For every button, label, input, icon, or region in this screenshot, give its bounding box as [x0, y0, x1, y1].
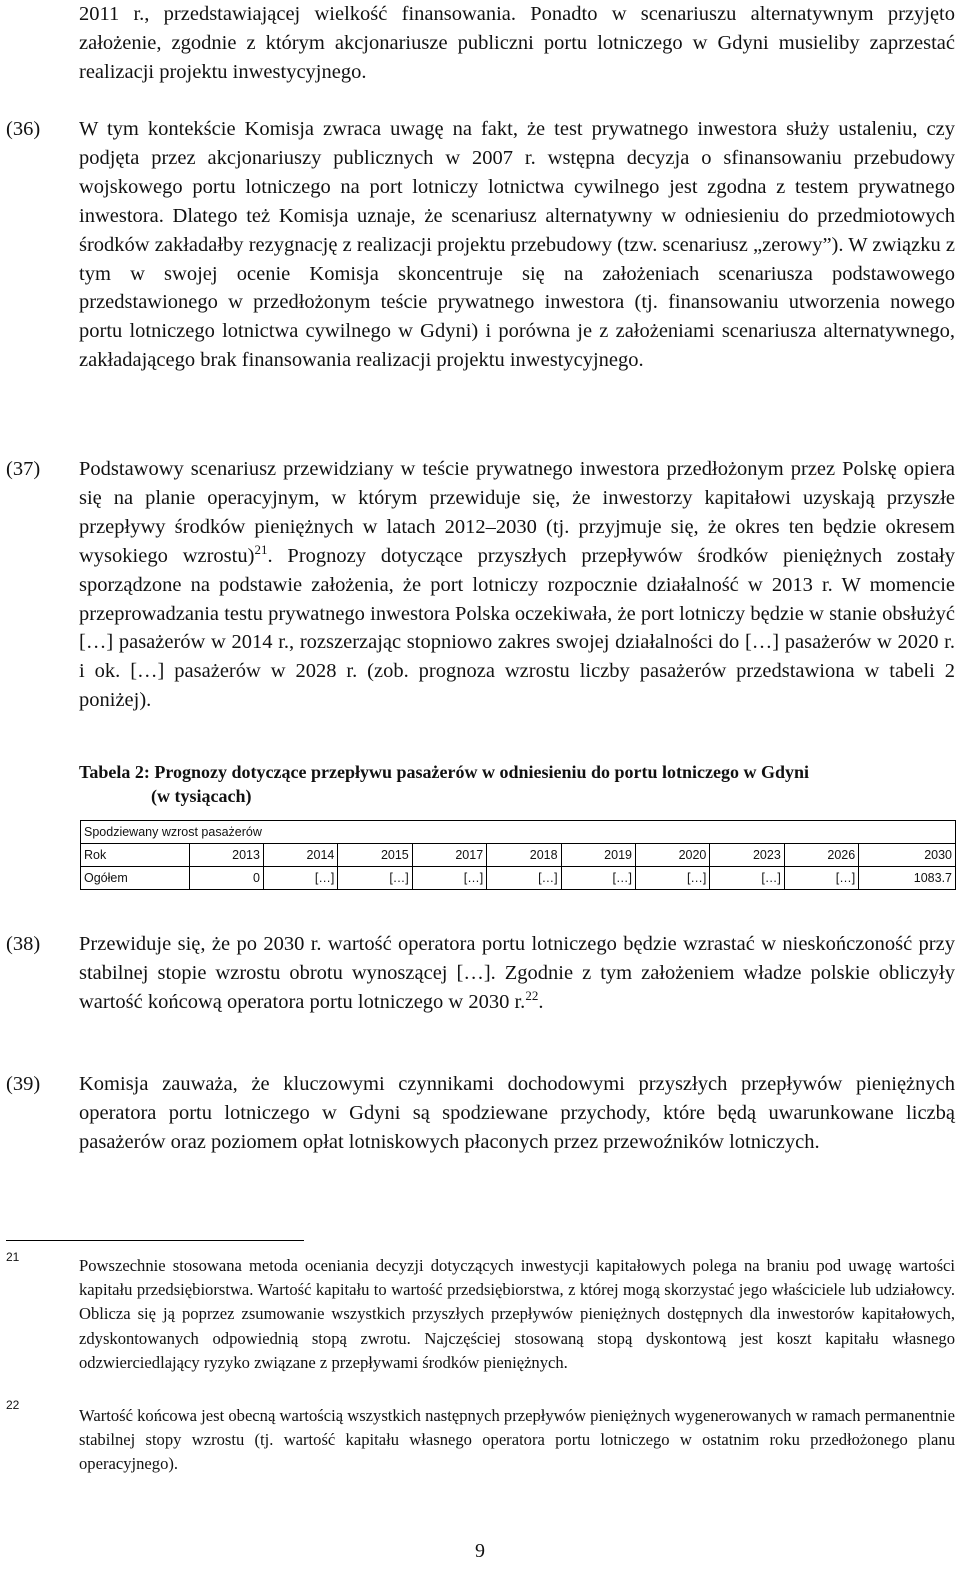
footnote-21: Powszechnie stosowana metoda oceniania decyzji dotyczących inwestycji kapitałowych polega na braniu pod uwagę wartości kapitału przedsiębiorstwa. Wartość kapitału to wartość przedsiębiorstwa, z której mogą skorzystać jego właściciele lub udziałowcy. Oblicza się ją poprzez zsumowanie wszystkich przyszłych przepływów pieniężnych dostępnych dla inwestorów kapitałowych, zdyskontowanych odpowiednią stopą zwrotu. Najczęściej stosowaną stopą dyskontową jest koszt kapitału własnego odzwierciedlający ryzyko związane z przepływami środków pieniężnych.	[79, 1256, 955, 1372]
table-cell: […]	[561, 867, 635, 890]
table-cell: 2017	[412, 844, 486, 867]
table-cell: 1083.7	[859, 867, 956, 890]
table-caption-line1: Tabela 2: Prognozy dotyczące przepływu pasażerów w odniesieniu do portu lotniczego w Gdyni	[79, 762, 809, 782]
table-cell: Ogółem	[81, 867, 190, 890]
paragraph-number-38: (38)	[6, 933, 41, 955]
paragraph-38-text-a: Przewiduje się, że po 2030 r. wartość operatora portu lotniczego będzie wzrastać w nieskończoność przy stabilnej stopie wzrostu obrotu wynoszącej […]. Zgodnie z tym założeniem władze polskie obliczyły wartość końcową operatora portu lotniczego w 2030 r.	[79, 933, 955, 1013]
table-caption	[79, 760, 959, 808]
table-cell: […]	[487, 867, 561, 890]
table-cell: 0	[189, 867, 263, 890]
table-header: Spodziewany wzrost pasażerów	[81, 821, 956, 844]
intro-paragraph: 2011 r., przedstawiającej wielkość finansowania. Ponadto w scenariuszu alternatywnym przyjęto założenie, zgodnie z którym akcjonariusze publiczni portu lotniczego w Gdyni musieliby zaprzestać realizacji projektu inwestycyjnego.	[79, 3, 955, 83]
footnote-number-22: 22	[6, 1398, 20, 1412]
table-cell: 2020	[635, 844, 709, 867]
table-header-row	[81, 821, 956, 844]
table-row-year	[81, 844, 956, 867]
footnote-ref-22[interactable]: 22	[525, 987, 539, 1003]
table-cell: 2014	[263, 844, 337, 867]
table-cell: […]	[635, 867, 709, 890]
footnote-separator	[6, 1240, 304, 1241]
table-cell: […]	[710, 867, 784, 890]
table-row-total	[81, 867, 956, 890]
paragraph-36: W tym kontekście Komisja zwraca uwagę na fakt, że test prywatnego inwestora służy ustaleniu, czy podjęta przez akcjonariuszy publicznych w 2007 r. wstępna decyzja o sfinansowaniu przebudowy wojskowego portu lotniczego na port lotniczy lotnictwa cywilnego jest zgodna z testem prywatnego inwestora. Dlatego też Komisja uznaje, że scenariusz alternatywny w odniesieniu do przedmiotowych środków zakładałby rezygnację z realizacji projektu przebudowy (tzw. scenariusz „zerowy”). W związku z tym w swojej ocenie Komisja skoncentruje się na założeniach scenariusza podstawowego przedstawionego w przedłożonym teście prywatnego inwestora (tj. finansowaniu utworzenia nowego portu lotniczego lotnictwa cywilnego w Gdyni) i porówna je z założeniami scenariusza alternatywnego, zakładającego brak finansowania realizacji projektu inwestycyjnego.	[79, 118, 955, 372]
table-cell: […]	[412, 867, 486, 890]
paragraph-number-37: (37)	[6, 458, 41, 480]
paragraph-37-text-a: Podstawowy scenariusz przewidziany w teście prywatnego inwestora przedłożonym przez Polskę opiera się na planie operacyjnym, w którym przewiduje się, że inwestorzy kapitałowi uzyskają przyszłe przepływy środków pieniężnych w latach 2012–2030 (tj. przyjmuje się, że okres ten będzie okresem wysokiego wzrostu)	[79, 458, 955, 567]
table-caption-line2: (w tysiącach)	[151, 786, 252, 806]
page-number: 9	[475, 1540, 485, 1562]
table-cell: 2023	[710, 844, 784, 867]
table-cell: 2018	[487, 844, 561, 867]
paragraph-number-36: (36)	[6, 118, 41, 140]
table-cell: Rok	[81, 844, 190, 867]
table-cell: […]	[263, 867, 337, 890]
paragraph-37-text-b: . Prognozy dotyczące przyszłych przepływów środków pieniężnych zostały sporządzone na podstawie założenia, że port lotniczy rozpocznie działalność w 2013 r. W momencie przeprowadzania testu prywatnego inwestora Polska oczekiwała, że port lotniczy będzie w stanie obsłużyć […] pasażerów w 2014 r., rozszerzając stopniowo zakres swojej działalności do […] pasażerów w 2020 r. i ok. […] pasażerów w 2028 r. (zob. prognoza wzrostu liczby pasażerów przedstawiona w tabeli 2 poniżej).	[79, 544, 956, 712]
table-cell: 2013	[189, 844, 263, 867]
table-cell: […]	[784, 867, 858, 890]
table-cell: 2015	[338, 844, 412, 867]
paragraph-38	[79, 930, 955, 1017]
paragraph-37	[79, 455, 955, 715]
table-cell: 2030	[859, 844, 956, 867]
footnote-number-21: 21	[6, 1250, 20, 1264]
paragraph-39: Komisja zauważa, że kluczowymi czynnikami dochodowymi przyszłych przepływów pieniężnych operatora portu lotniczego w Gdyni są spodziewane przychody, które będą uwarunkowane liczbą pasażerów oraz poziomem opłat lotniskowych płaconych przez przewoźników lotniczych.	[79, 1073, 955, 1153]
paragraph-number-39: (39)	[6, 1073, 41, 1095]
footnote-22: Wartość końcowa jest obecną wartością wszystkich następnych przepływów pieniężnych wygenerowanych w ramach permanentnie stabilnej stopy wzrostu (tj. wartość kapitału własnego operatora portu lotniczego w ostatnim roku przedłożonego planu operacyjnego).	[79, 1406, 955, 1474]
passenger-forecast-table	[80, 820, 956, 890]
table-cell: 2026	[784, 844, 858, 867]
table-cell: 2019	[561, 844, 635, 867]
table-cell: […]	[338, 867, 412, 890]
footnote-ref-21[interactable]: 21	[254, 541, 268, 557]
paragraph-38-text-b: .	[538, 990, 544, 1013]
